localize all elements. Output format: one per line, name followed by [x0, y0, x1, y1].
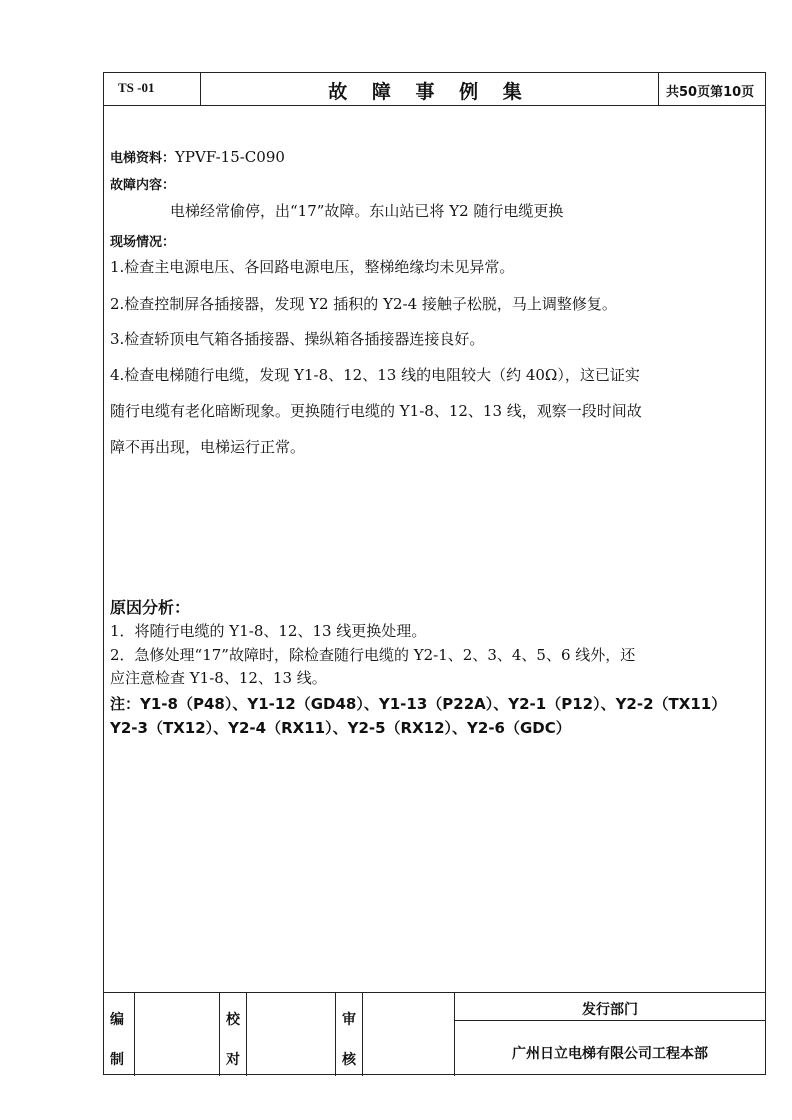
edit-label-cell [104, 993, 135, 1076]
footer-row [104, 992, 765, 1076]
edit-label-1: 编 [110, 1012, 124, 1028]
site-line-4: 4.检查电梯随行电缆，发现 Y1-8、12、13 线的电阻较大（约 40Ω），这已证实 [110, 366, 640, 384]
page-counter: 共50页第10页 [666, 85, 755, 100]
document-title: 故 障 事 例 集 [201, 73, 659, 105]
site-line-5: 随行电缆有老化暗断现象。更换随行电缆的 Y1-8、12、13 线，观察一段时间故 [110, 402, 642, 420]
edit-label-2: 制 [110, 1052, 124, 1068]
site-label: 现场情况： [110, 235, 176, 250]
edit-value-cell [135, 993, 220, 1076]
analysis-line-2: 2．急修处理“17”故障时，除检查随行电缆的 Y2-1、2、3、4、5、6 线外，还 [110, 646, 636, 664]
document-frame [103, 72, 766, 1075]
review-value-cell [363, 993, 455, 1076]
analysis-label: 原因分析： [110, 598, 191, 617]
fault-label: 故障内容： [110, 178, 176, 193]
check-label-cell [220, 993, 247, 1076]
note-line-1: 注：Y1-8（P48）、Y1-12（GD48）、Y1-13（P22A）、Y2-1（P12）、Y2-2（TX11） [110, 695, 727, 713]
note-line-2: Y2-3（TX12）、Y2-4（RX11）、Y2-5（RX12）、Y2-6（GDC） [110, 719, 571, 737]
issue-dept-name: 广州日立电梯有限公司工程本部 [512, 1046, 708, 1062]
review-label-1: 审 [342, 1012, 356, 1028]
check-label-1: 校 [226, 1012, 240, 1028]
header-row [104, 73, 765, 106]
site-line-1: 1.检查主电源电压、各回路电源电压，整梯绝缘均未见异常。 [110, 258, 515, 276]
document-code: TS -01 [104, 73, 201, 105]
review-label-2: 核 [342, 1052, 356, 1068]
site-line-6: 障不再出现，电梯运行正常。 [110, 438, 306, 456]
document-body [104, 106, 765, 992]
check-value-cell [247, 993, 336, 1076]
site-line-3: 3.检查轿顶电气箱各插接器、操纵箱各插接器连接良好。 [110, 330, 485, 348]
analysis-line-1: 1．将随行电缆的 Y1-8、12、13 线更换处理。 [110, 622, 427, 640]
elevator-info-value: YPVF-15-C090 [175, 148, 285, 166]
issue-dept-cell [455, 993, 765, 1076]
check-label-2: 对 [226, 1052, 240, 1068]
analysis-line-3: 应注意检查 Y1-8、12、13 线。 [110, 669, 327, 687]
elevator-info [110, 147, 285, 166]
fault-text: 电梯经常偷停，出“17”故障。东山站已将 Y2 随行电缆更换 [170, 202, 564, 220]
site-line-2: 2.检查控制屏各插接器，发现 Y2 插积的 Y2-4 接触子松脱，马上调整修复。 [110, 295, 617, 313]
review-label-cell [336, 993, 363, 1076]
elevator-info-label: 电梯资料： [110, 151, 176, 166]
issue-dept-label: 发行部门 [455, 993, 765, 1021]
